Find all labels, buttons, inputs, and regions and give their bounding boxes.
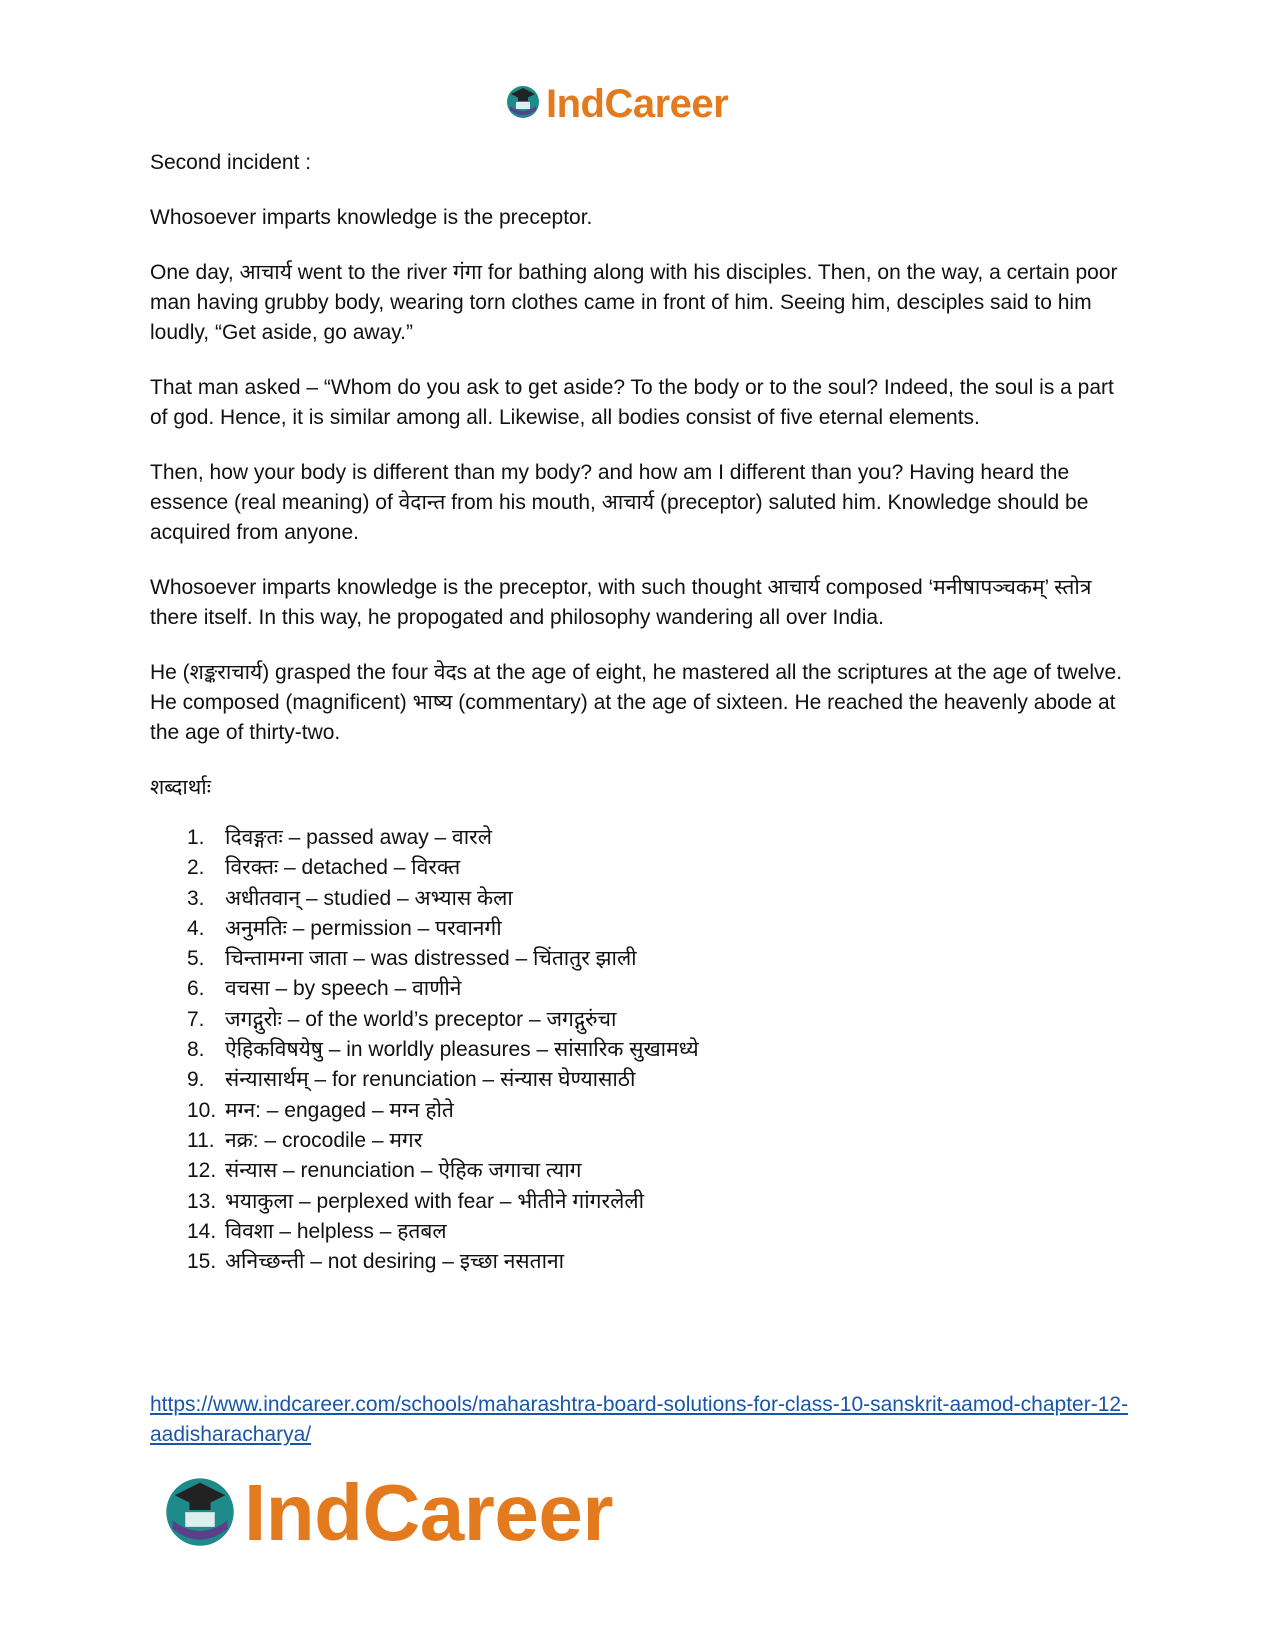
list-number: 4. — [187, 916, 205, 940]
list-item — [187, 823, 1135, 853]
paragraph: One day, आचार्य went to the river गंगा for bathing along with his disciples. Then, on the way, a certain poor man having grubby body, wearing torn clothes came in front of him. Seeing him, desciples said to him loudly, “Get aside, go away.” — [150, 261, 1118, 344]
indcareer-logo-bottom — [160, 1467, 613, 1557]
indcareer-logo-top — [504, 82, 728, 125]
list-item — [187, 1156, 1135, 1186]
list-item — [187, 914, 1135, 944]
list-number: 14. — [187, 1219, 217, 1243]
list-number: 11. — [187, 1128, 215, 1152]
list-text: चिन्तामग्ना जाता – was distressed – चिंतातुर झाली — [225, 947, 637, 971]
list-text: दिवङ्गतः – passed away – वारले — [225, 826, 492, 849]
list-text: भयाकुला – perplexed with fear – भीतीने गांगरलेली — [225, 1189, 645, 1213]
logo-wordmark: IndCareer — [244, 1467, 613, 1557]
graduate-globe-icon — [504, 82, 542, 125]
list-item — [187, 1187, 1135, 1217]
list-item — [187, 1126, 1135, 1156]
paragraph: He (शङ्कराचार्य) grasped the four वेदs at the age of eight, he mastered all the scriptures at the age of twelve. He composed (magnificent) भाष्य (commentary) at the age of sixteen. He reached the heavenly abode at the age of thirty-two. — [150, 661, 1123, 744]
vocabulary-list — [150, 823, 1135, 1277]
logo-wordmark: IndCareer — [546, 81, 729, 126]
list-text: ऐहिकविषयेषु – in worldly pleasures – सांसारिक सुखामध्ये — [225, 1038, 699, 1062]
list-item — [187, 974, 1135, 1004]
paragraph: Whosoever imparts knowledge is the preceptor, with such thought आचार्य composed ‘मनीषापञ्चकम्’ स्तोत्र there itself. In this way, he propogated and philosophy wandering all over India. — [150, 576, 1092, 629]
list-item — [187, 1065, 1135, 1095]
list-number: 12. — [187, 1159, 217, 1183]
list-item — [187, 1035, 1135, 1065]
list-text: अनुमतिः – permission – परवानगी — [225, 916, 502, 940]
paragraph-heading: Second incident : — [150, 151, 312, 174]
list-item — [187, 944, 1135, 974]
list-number: 6. — [187, 977, 205, 1001]
list-item — [187, 884, 1135, 914]
paragraph: Then, how your body is different than my body? and how am I different than you? Having heard the essence (real meaning) of वेदान्त from his mouth, आचार्य (preceptor) saluted him. Knowledge should be acquired from anyone. — [150, 461, 1089, 544]
list-text: विवशा – helpless – हतबल — [225, 1219, 447, 1243]
list-text: मग्न: – engaged – मग्न होते — [225, 1098, 454, 1122]
list-number: 3. — [187, 886, 205, 910]
list-number: 1. — [187, 826, 205, 849]
graduate-globe-icon — [160, 1470, 240, 1555]
list-text: विरक्तः – detached – विरक्त — [225, 856, 461, 880]
list-number: 15. — [187, 1250, 217, 1274]
list-text: अनिच्छन्ती – not desiring – इच्छा नसताना — [225, 1250, 565, 1274]
list-number: 10. — [187, 1098, 217, 1122]
document-body — [150, 148, 1135, 1277]
list-number: 9. — [187, 1068, 205, 1092]
list-item — [187, 1005, 1135, 1035]
list-text: संन्यासार्थम् – for renunciation – संन्यास घेण्यासाठी — [225, 1068, 636, 1092]
paragraph: Whosoever imparts knowledge is the preceptor. — [150, 206, 593, 229]
list-item — [187, 853, 1135, 883]
list-text: संन्यास – renunciation – ऐहिक जगाचा त्याग — [225, 1159, 582, 1183]
list-number: 7. — [187, 1007, 205, 1031]
list-number: 2. — [187, 856, 205, 880]
list-item — [187, 1096, 1135, 1126]
list-text: नक्र: – crocodile – मगर — [225, 1128, 423, 1152]
paragraph: That man asked – “Whom do you ask to get aside? To the body or to the soul? Indeed, the soul is a part of god. Hence, it is similar among all. Likewise, all bodies consist of five eternal elements. — [150, 376, 1114, 429]
list-text: अधीतवान् – studied – अभ्यास केला — [225, 886, 513, 910]
list-item — [187, 1217, 1135, 1247]
list-number: 5. — [187, 947, 205, 971]
vocabulary-heading: शब्दार्थाः — [150, 776, 211, 799]
list-number: 13. — [187, 1189, 217, 1213]
source-link[interactable]: https://www.indcareer.com/schools/maharashtra-board-solutions-for-class-10-sanskrit-aamod-chapter-12-aadisharacharya/ — [150, 1393, 1129, 1446]
list-item — [187, 1247, 1135, 1277]
list-text: वचसा – by speech – वाणीने — [225, 977, 462, 1001]
list-text: जगद्गुरोः – of the world’s preceptor – जगद्गुरुंचा — [225, 1007, 617, 1031]
list-number: 8. — [187, 1038, 205, 1062]
